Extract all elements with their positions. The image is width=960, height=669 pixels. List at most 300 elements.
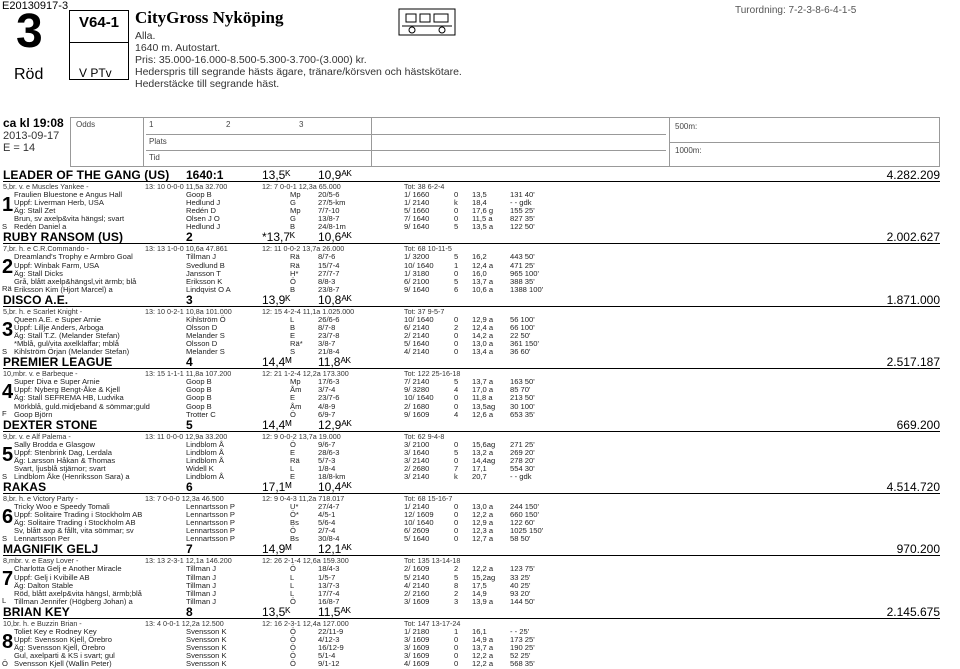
horse-name: BRIAN KEY xyxy=(3,604,70,619)
result-time: 13,0 a xyxy=(472,339,494,349)
result-position-distance: 4/ 1609 xyxy=(404,659,430,669)
horse-divider xyxy=(3,181,940,182)
result-date-place: 23/8-7 xyxy=(318,284,340,294)
horse-number: 8 xyxy=(2,630,14,653)
result-odds-prize: 22 50' xyxy=(510,331,531,340)
horse-detail: Svart, ljusblå stjärnor; svart xyxy=(14,463,106,473)
result-position-distance: 3/ 1609 xyxy=(404,651,430,661)
result-time: 13,0 a xyxy=(472,502,494,511)
horse-detail: Uppf: Lillje Anders, Arboga xyxy=(14,322,104,332)
horse-name: PREMIER LEAGUE xyxy=(3,355,113,370)
horse-detail: Tillman Jennifer (Högberg Johan) a xyxy=(14,596,133,606)
horse-code: S xyxy=(2,222,8,231)
horse-start-post: 8 xyxy=(186,604,193,619)
result-odds-prize: 244 150' xyxy=(510,502,539,511)
result-driver: Svensson K xyxy=(186,651,227,661)
result-driver: Lennartsson P xyxy=(186,502,235,511)
horse-detail: Kihlström Örjan (Melander Stefan) xyxy=(14,347,130,357)
result-track: Mp xyxy=(290,190,301,199)
horse-stats-previous: 12: 16 2-3-1 12,4a 127.000 xyxy=(262,618,349,628)
result-position-distance: 10/ 1640 xyxy=(404,314,434,324)
result-driver: Svensson K xyxy=(186,659,227,669)
result-post: 0 xyxy=(454,634,459,644)
result-post: k xyxy=(454,472,458,481)
result-time: 13,7 a xyxy=(472,643,494,652)
result-driver: Hedlund J xyxy=(186,222,221,232)
result-time: 12,4 a xyxy=(472,322,494,332)
result-position-distance: 4/ 2140 xyxy=(404,580,430,590)
result-track: Rä xyxy=(290,260,300,270)
result-driver: Svensson K xyxy=(186,626,227,636)
result-position-distance: 9/ 1640 xyxy=(404,284,430,294)
horse-earnings: 669.200 xyxy=(896,417,940,432)
result-post: 0 xyxy=(454,206,459,216)
horse-best-time: 13,5ᴷ xyxy=(262,168,291,182)
result-date-place: 23/7-6 xyxy=(318,393,340,403)
result-position-distance: 1/ 3200 xyxy=(404,252,430,262)
result-odds-prize: 122 50' xyxy=(510,222,535,232)
result-driver: Lindblom Å xyxy=(186,447,224,457)
result-post: 0 xyxy=(454,534,459,544)
horse-earnings: 4.282.209 xyxy=(886,168,940,182)
result-date-place: 26/6-6 xyxy=(318,314,340,324)
result-time: 14,2 a xyxy=(472,331,494,340)
result-post: 0 xyxy=(454,439,459,449)
horse-start-post: 6 xyxy=(186,480,193,494)
horse-dam: Super Diva e Super Arnie xyxy=(14,377,100,387)
horse-stats-total: Tot: 38 6-2-4 xyxy=(404,182,445,191)
result-track: G xyxy=(290,198,296,208)
horse-stats-total: Tot: 135 13-14-18 xyxy=(404,556,461,566)
result-odds-prize: - - gdk xyxy=(510,198,532,208)
horse-stats-total: Tot: 62 9-4-8 xyxy=(404,431,445,441)
plats-label: Plats xyxy=(149,137,167,146)
result-odds-prize: 123 75' xyxy=(510,564,535,574)
result-position-distance: 1/ 2180 xyxy=(404,626,430,636)
result-time: 20,7 xyxy=(472,472,487,481)
result-driver: Goop B xyxy=(186,385,212,395)
result-time: 10,6 a xyxy=(472,284,494,294)
horse-detail: Gul, axelparti & KS i svart; gul xyxy=(14,651,115,661)
result-track: Ö xyxy=(290,651,296,661)
horse-detail: Röd, blått axelp&vita hängsl, ärmb;blå xyxy=(14,588,142,598)
result-position-distance: 3/ 2100 xyxy=(404,439,430,449)
horse-pedigree: 5,br. h. e Scarlet Knight - xyxy=(3,306,83,316)
race-info-line: 1640 m. Autostart. xyxy=(135,42,221,54)
result-post: 2 xyxy=(454,588,459,598)
horse-dam: Dreamland's Trophy e Armbro Goal xyxy=(14,252,133,262)
result-post: 5 xyxy=(454,572,459,582)
result-driver: Redén D xyxy=(186,206,216,216)
horse-earnings: 2.145.675 xyxy=(886,604,940,619)
result-odds-prize: 660 150' xyxy=(510,510,539,520)
result-track: Ö xyxy=(290,526,296,536)
result-post: 5 xyxy=(454,276,459,286)
result-post: 0 xyxy=(454,643,459,652)
horse-record: 10,6ᴬᴷ xyxy=(318,230,352,245)
result-track: G xyxy=(290,214,296,224)
result-time: 14,9 a xyxy=(472,634,494,644)
result-post: 0 xyxy=(454,214,459,224)
result-post: 8 xyxy=(454,580,459,590)
result-track: L xyxy=(290,314,295,324)
horse-best-time: 14,4ᴹ xyxy=(262,417,292,432)
result-odds-prize: 93 20' xyxy=(510,588,531,598)
result-driver: Lindblom Å xyxy=(186,439,224,449)
horse-record: 11,8ᴬᴷ xyxy=(318,355,351,370)
result-odds-prize: 213 50' xyxy=(510,393,535,403)
result-track: L xyxy=(290,572,295,582)
result-odds-prize: 653 35' xyxy=(510,409,535,419)
result-position-distance: 12/ 1609 xyxy=(404,510,434,520)
result-odds-prize: 190 25' xyxy=(510,643,535,652)
horse-code: S xyxy=(2,471,8,481)
result-driver: Olsson D xyxy=(186,339,218,349)
horse-start-post: 7 xyxy=(186,542,193,557)
result-track: U* xyxy=(290,502,299,511)
result-track: Mp xyxy=(290,377,301,387)
result-position-distance: 2/ 2140 xyxy=(404,331,430,340)
horse-earnings: 4.514.720 xyxy=(886,480,940,494)
result-post: 0 xyxy=(454,347,459,357)
game-box-divider xyxy=(69,42,129,43)
horse-pedigree: 10,br. h. e Buzzin Brian - xyxy=(3,618,82,628)
result-driver: Hedlund J xyxy=(186,198,221,208)
result-position-distance: 1/ 2140 xyxy=(404,198,430,208)
result-date-place: 13/8-7 xyxy=(318,214,340,224)
result-driver: Lennartsson P xyxy=(186,526,235,536)
horse-detail: Sv, blått axp & fållt, vita sömmar; sv xyxy=(14,526,134,536)
horse-detail: Lindblom Åke (Henriksson Sara) a xyxy=(14,472,130,481)
result-driver: Tillman J xyxy=(186,588,217,598)
result-date-place: 8/7-8 xyxy=(318,322,336,332)
result-post: 4 xyxy=(454,385,459,395)
result-odds-prize: 40 25' xyxy=(510,580,531,590)
horse-start-post: 3 xyxy=(186,292,193,307)
result-driver: Svensson K xyxy=(186,634,227,644)
horse-code: Ö xyxy=(2,658,8,668)
result-track: B xyxy=(290,284,296,294)
horse-stats-total: Tot: 147 13-17-24 xyxy=(404,618,461,628)
result-post: 0 xyxy=(454,526,459,536)
horse-divider xyxy=(3,306,940,307)
horse-stats-current: 13: 13 1-0-0 10,6a 47.861 xyxy=(145,244,228,254)
split-500: 500m: xyxy=(675,122,698,131)
horse-detail: Uppf: Nyberg Bengt-Åke & Kjell xyxy=(14,385,120,395)
start-order: Turordning: 7-2-3-8-6-4-1-5 xyxy=(735,5,857,16)
result-odds-prize: 271 25' xyxy=(510,439,535,449)
equality-value: E = 14 xyxy=(3,142,36,154)
horse-dam: Tricky Woo e Speedy Tomali xyxy=(14,502,110,511)
result-driver: Tillman J xyxy=(186,564,217,574)
horse-stats-total: Tot: 68 10-11-5 xyxy=(404,244,452,254)
result-post: 0 xyxy=(454,659,459,669)
result-date-place: 9/1-12 xyxy=(318,659,340,669)
result-odds-prize: 1388 100' xyxy=(510,284,544,294)
carriage-logo-icon xyxy=(398,8,456,36)
result-odds-prize: 131 40' xyxy=(510,190,535,199)
result-track: Ö xyxy=(290,596,296,606)
horse-best-time: 17,1ᴹ xyxy=(262,480,292,494)
result-track: Rä xyxy=(290,252,300,262)
horse-divider xyxy=(3,618,940,619)
result-odds-prize: 471 25' xyxy=(510,260,535,270)
horse-divider xyxy=(3,555,940,556)
result-post: 0 xyxy=(454,502,459,511)
result-time: 13,5ag xyxy=(472,401,496,411)
horse-dam: Queen A.E. e Super Arnie xyxy=(14,314,101,324)
horse-name: DISCO A.E. xyxy=(3,292,69,307)
horse-detail: Grå, blått axelp&hängsl,vit ärmb; blå xyxy=(14,276,137,286)
race-date: 2013-09-17 xyxy=(3,130,60,142)
result-time: 13,7 a xyxy=(472,276,494,286)
result-track: H* xyxy=(290,268,299,278)
result-track: E xyxy=(290,393,296,403)
horse-stats-previous: 12: 21 1-2-4 12,2a 173.300 xyxy=(262,369,349,379)
tid-label: Tid xyxy=(149,153,160,162)
horse-code: L xyxy=(2,596,7,606)
result-post: 0 xyxy=(454,339,459,349)
result-odds-prize: 278 20' xyxy=(510,455,535,465)
result-odds-prize: 36 60' xyxy=(510,347,531,357)
result-post: 1 xyxy=(454,626,459,636)
horse-detail: Uppf: Stenbrink Dag, Lerdala xyxy=(14,447,112,457)
horse-stats-total: Tot: 122 25-16-18 xyxy=(404,369,461,379)
result-driver: Tillman J xyxy=(186,252,217,262)
horse-stats-total: Tot: 68 15-16-7 xyxy=(404,494,453,503)
result-time: 15,2ag xyxy=(472,572,496,582)
result-date-place: 23/7-8 xyxy=(318,331,340,340)
result-date-place: 27/7-7 xyxy=(318,268,340,278)
result-track: Ö xyxy=(290,643,296,652)
result-time: 12,2 a xyxy=(472,564,494,574)
split-1000: 1000m: xyxy=(675,146,702,155)
result-track: E xyxy=(290,331,296,340)
result-odds-prize: 56 100' xyxy=(510,314,535,324)
result-post: 0 xyxy=(454,510,459,520)
result-track: Ö xyxy=(290,634,296,644)
horse-detail: Äg: Dalton Stable xyxy=(14,580,74,590)
result-date-place: 4/12-3 xyxy=(318,634,340,644)
result-track: Åm xyxy=(290,401,302,411)
result-driver: Trotter C xyxy=(186,409,216,419)
horse-record: 11,5ᴬᴷ xyxy=(318,604,351,619)
result-position-distance: 5/ 2140 xyxy=(404,572,430,582)
result-track: Bs xyxy=(290,534,299,544)
result-post: k xyxy=(454,198,458,208)
result-driver: Svensson K xyxy=(186,643,227,652)
result-post: 0 xyxy=(454,401,459,411)
result-odds-prize: 30 100' xyxy=(510,401,535,411)
result-date-place: 4/5-1 xyxy=(318,510,336,520)
result-position-distance: 2/ 1609 xyxy=(404,564,430,574)
result-position-distance: 9/ 3280 xyxy=(404,385,430,395)
result-time: 13,5 a xyxy=(472,222,494,232)
result-track: E xyxy=(290,447,296,457)
result-position-distance: 9/ 1609 xyxy=(404,409,430,419)
horse-earnings: 2.517.187 xyxy=(886,355,940,370)
result-date-place: 3/7-4 xyxy=(318,385,336,395)
result-date-place: 30/8-4 xyxy=(318,534,340,544)
odds-col: 1 xyxy=(149,120,154,129)
horse-detail: *Mblå, gul/vita axelklaffar; mblå xyxy=(14,339,119,349)
result-date-place: 9/6-7 xyxy=(318,439,336,449)
result-position-distance: 7/ 2140 xyxy=(404,377,430,387)
horse-name: DEXTER STONE xyxy=(3,417,98,432)
result-date-place: 1/8-4 xyxy=(318,463,336,473)
horse-detail: Äg: Svensson Kjell, Örebro xyxy=(14,643,106,652)
horse-stats-current: 13: 4 0-0-1 12,2a 12.500 xyxy=(145,618,224,628)
result-driver: Olsson D xyxy=(186,322,218,332)
result-odds-prize: 52 25' xyxy=(510,651,531,661)
horse-stats-previous: 12: 11 0-0-2 13,7a 26.000 xyxy=(262,244,345,254)
game-sub: V PTv xyxy=(79,66,112,80)
result-position-distance: 10/ 1640 xyxy=(404,393,434,403)
result-time: 13,9 a xyxy=(472,596,494,606)
result-time: 12,3 a xyxy=(472,526,494,536)
result-date-place: 27/5-km xyxy=(318,198,346,208)
result-track: Mp xyxy=(290,206,301,216)
result-post: 0 xyxy=(454,651,459,661)
horse-number: 7 xyxy=(2,568,14,591)
result-date-place: 18/4-3 xyxy=(318,564,340,574)
result-position-distance: 3/ 1609 xyxy=(404,596,430,606)
horse-stats-previous: 12: 26 2-1-4 12,6a 159.300 xyxy=(262,556,349,566)
result-position-distance: 2/ 2680 xyxy=(404,463,430,473)
horse-name: RUBY RANSOM (US) xyxy=(3,230,124,245)
result-post: 0 xyxy=(454,518,459,528)
result-post: 0 xyxy=(454,268,459,278)
result-date-place: 16/12-9 xyxy=(318,643,344,652)
result-odds-prize: 122 60' xyxy=(510,518,535,528)
result-track: S xyxy=(290,347,296,357)
result-post: 1 xyxy=(454,260,459,270)
horse-best-time: 14,4ᴹ xyxy=(262,355,292,370)
horse-number: 2 xyxy=(2,256,14,279)
result-track: Ö* xyxy=(290,510,299,520)
horse-detail: Uppf: Winbak Farm, USA xyxy=(14,260,100,270)
horse-detail: Äg: Larsson Håkan & Thomas xyxy=(14,455,116,465)
result-driver: Lennartsson P xyxy=(186,534,235,544)
result-track: Bs xyxy=(290,518,299,528)
horse-code: Rä xyxy=(2,284,12,294)
result-post: 0 xyxy=(454,314,459,324)
horse-start-post: 5 xyxy=(186,417,193,432)
result-odds-prize: 33 25' xyxy=(510,572,531,582)
result-time: 11,8 a xyxy=(472,393,493,403)
horse-best-time: 13,9ᴷ xyxy=(262,292,291,307)
result-driver: Kihlström Ö xyxy=(186,314,226,324)
result-driver: Svedlund B xyxy=(186,260,225,270)
result-position-distance: 6/ 2140 xyxy=(404,322,430,332)
result-track: Ö xyxy=(290,276,296,286)
result-time: 12,2 a xyxy=(472,510,494,520)
result-time: 17,6 g xyxy=(472,206,494,216)
horse-pedigree: 8,br. h. e Victory Party - xyxy=(3,494,78,503)
horse-dam: Charlotta Gelj e Another Miracle xyxy=(14,564,122,574)
race-info-line: Alla. xyxy=(135,30,156,42)
horse-detail: Svensson Kjell (Wallin Peter) xyxy=(14,659,112,669)
horse-record: 10,4ᴬᴷ xyxy=(318,480,352,494)
result-time: 12,9 a xyxy=(472,518,494,528)
result-date-place: 17/6-3 xyxy=(318,377,340,387)
horse-detail: Lennartsson Per xyxy=(14,534,70,544)
horse-stats-current: 13: 11 0-0-0 12,9a 33.200 xyxy=(145,431,228,441)
result-date-place: 5/7-3 xyxy=(318,455,336,465)
horse-pedigree: 9,br. v. e Alf Palema - xyxy=(3,431,71,441)
result-position-distance: 5/ 1660 xyxy=(404,206,430,216)
result-driver: Lindblom Å xyxy=(186,472,224,481)
result-date-place: 13/7-3 xyxy=(318,580,340,590)
result-time: 12,6 a xyxy=(472,409,494,419)
horse-pedigree: 8,mbr. v. e Easy Lover - xyxy=(3,556,79,566)
horse-code: S xyxy=(2,346,8,356)
horse-pedigree: 10,mbr. v. e Barbeque - xyxy=(3,369,78,379)
result-track: Ö xyxy=(290,564,296,574)
result-driver: Goop B xyxy=(186,377,212,387)
result-post: 7 xyxy=(454,463,459,473)
result-driver: Eriksson K xyxy=(186,276,223,286)
result-date-place: 4/8-9 xyxy=(318,401,336,411)
horse-stats-current: 13: 10 0-2-1 10,8a 101.000 xyxy=(145,306,232,316)
result-time: 11,5 a xyxy=(472,214,493,224)
horse-stats-total: Tot: 37 9-5-7 xyxy=(404,306,445,316)
result-time: 16,1 xyxy=(472,626,487,636)
horse-detail: Eriksson Kim (Hjort Marcel) a xyxy=(14,284,113,294)
horse-stats-current: 13: 13 2-3-1 12,1a 146.200 xyxy=(145,556,232,566)
result-track: L xyxy=(290,588,295,598)
race-id: E20130917-3 xyxy=(2,0,69,12)
result-post: 3 xyxy=(454,596,459,606)
result-date-place: 7/7-10 xyxy=(318,206,340,216)
result-position-distance: 5/ 1640 xyxy=(404,339,430,349)
result-time: 18,4 xyxy=(472,198,487,208)
result-post: 2 xyxy=(454,564,459,574)
result-date-place: 17/7-4 xyxy=(318,588,340,598)
horse-stats-current: 13: 7 0-0-0 12,3a 46.500 xyxy=(145,494,224,503)
race-number: 3 xyxy=(16,5,43,58)
result-position-distance: 6/ 2609 xyxy=(404,526,430,536)
result-driver: Tillman J xyxy=(186,580,217,590)
horse-detail: Redén Daniel a xyxy=(14,222,67,232)
result-track: L xyxy=(290,580,295,590)
odds-label: Odds xyxy=(76,120,96,129)
result-date-place: 8/8-3 xyxy=(318,276,336,286)
result-track: L xyxy=(290,463,295,473)
result-odds-prize: 173 25' xyxy=(510,634,535,644)
horse-start-post: 1640:1 xyxy=(186,168,224,182)
result-post: 2 xyxy=(454,322,459,332)
result-time: 12,7 a xyxy=(472,534,494,544)
horse-stats-previous: 12: 15 4-2-4 11,1a 1.025.000 xyxy=(262,306,355,316)
result-post: 6 xyxy=(454,284,459,294)
result-date-place: 6/9-7 xyxy=(318,409,336,419)
result-post: 0 xyxy=(454,331,459,340)
horse-code: F xyxy=(2,409,7,419)
result-driver: Tillman J xyxy=(186,572,217,582)
result-driver: Lindqvist O A xyxy=(186,284,231,294)
result-time: 13,2 a xyxy=(472,447,494,457)
result-odds-prize: 155 25' xyxy=(510,206,535,216)
result-date-place: 16/8-7 xyxy=(318,596,340,606)
result-date-place: 28/6-3 xyxy=(318,447,340,457)
result-odds-prize: 443 50' xyxy=(510,252,535,262)
horse-earnings: 1.871.000 xyxy=(886,292,940,307)
result-position-distance: 10/ 1640 xyxy=(404,518,434,528)
result-odds-prize: - - gdk xyxy=(510,472,532,481)
result-time: 13,7 a xyxy=(472,377,494,387)
horse-number: 3 xyxy=(2,318,14,341)
